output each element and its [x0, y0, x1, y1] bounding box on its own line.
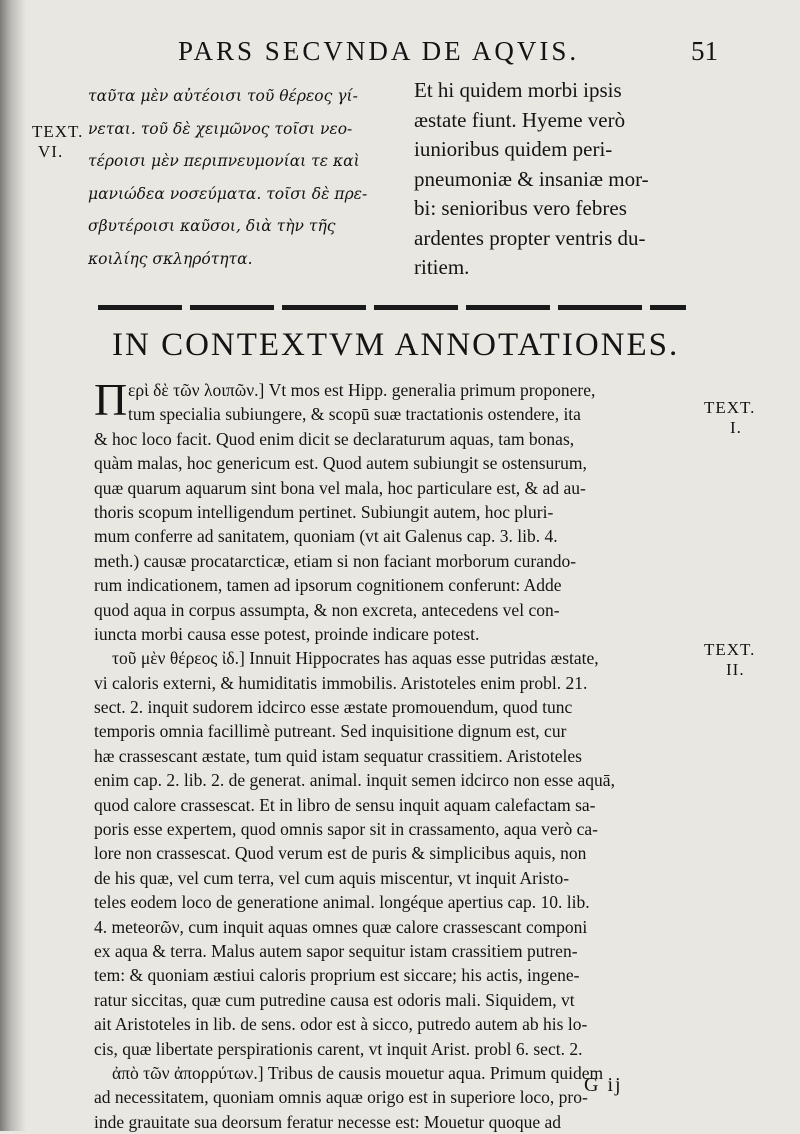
latin-line: Et hi quidem morbi ipsis: [414, 78, 622, 102]
annotation-line: quàm malas, hoc genericum est. Quod autem subiungit se ostensurum,: [94, 453, 587, 474]
margin-label-text-ii: TEXT. II.: [704, 640, 756, 679]
running-header: [178, 36, 718, 70]
annotation-line: ad necessitatem, quoniam omnis aquæ origo est in superiore loco, pro-: [94, 1087, 588, 1108]
latin-line: æstate fiunt. Hyeme verò: [414, 107, 626, 132]
margin-label-text-i: TEXT. I.: [704, 398, 756, 437]
signature-mark: G ij: [584, 1074, 623, 1096]
section-heading: IN CONTEXTVM ANNOTATIONES.: [112, 327, 680, 363]
annotation-line: temporis omnia facillimè putreant. Sed inquisitione dignum est, cur: [94, 721, 567, 742]
greek-line: νεται. τοῦ δὲ χειμῶνος τοῖσι νεο-: [88, 119, 353, 138]
annotation-line: rum indicationem, tamen ad ipsorum cognitionem conferunt: Adde: [94, 575, 562, 596]
section-divider-rule: [98, 305, 686, 310]
running-title: PARS SECVNDA DE AQVIS.: [178, 36, 580, 66]
greek-text-column: [88, 80, 400, 275]
annotation-line: hæ crassescant æstate, tum quid istam sequatur crassitiem. Aristoteles: [94, 745, 582, 766]
greek-line: ταῦτα μὲν αὐτέοισι τοῦ θέρεος γί-: [88, 87, 358, 105]
margin-label-text-vi: TEXT. VI.: [32, 122, 84, 161]
annotation-line: enim cap. 2. lib. 2. de generat. animal. inquit semen idcirco non esse aquā,: [94, 770, 615, 791]
annotation-line: tem: & quoniam æstiui caloris proprium est siccare; his actis, ingene-: [94, 965, 580, 986]
annotation-line: ἀπὸ τῶν ἀπορρύτων.] Tribus de causis mouetur aqua. Primum quidem: [112, 1062, 604, 1083]
drop-capital: Π: [94, 374, 128, 425]
greek-line: τέροισι μὲν περιπνευμονίαι τε καὶ: [88, 152, 360, 170]
annotation-line: lore non crassescat. Quod verum est de puris & simplicibus aquis, non: [94, 843, 587, 864]
annotation-body: [94, 374, 706, 1134]
annotation-line: cis, quæ libertate perspirationis carent, vt inquit Arist. probl 6. sect. 2.: [94, 1038, 583, 1059]
annotation-line: ερὶ δὲ τῶν λοιπῶν.] Vt mos est Hipp. generalia primum proponere,: [128, 380, 596, 400]
greek-line: κοιλίης σκληρότητα.: [88, 249, 253, 268]
annotation-line: thoris scopum intelligendum pertinet. Subiungit autem, hoc pluri-: [94, 501, 554, 522]
annotation-line: ratur siccitas, quæ cum putredine causa est odoris mali. Siquidem, vt: [94, 989, 575, 1010]
page-spine-shadow: [0, 0, 26, 1131]
annotation-line: mum conferre ad sanitatem, quoniam (vt ait Galenus cap. 3. lib. 4.: [94, 526, 558, 547]
annotation-line: de his quæ, vel cum terra, vel cum aquis miscentur, vt inquit Aristo-: [94, 867, 570, 888]
greek-line: μανιώδεα νοσεύματα. τοῖσι δὲ πρε-: [88, 184, 368, 203]
annotation-line: quod calore crassescat. Et in libro de sensu inquit aquam calefactam sa-: [94, 794, 596, 815]
annotation-line: 4. meteorῶν, cum inquit aquas omnes quæ calore crassescant componi: [94, 916, 588, 937]
annotation-line: vi caloris externi, & humiditatis immobilis. Aristoteles enim probl. 21.: [94, 672, 588, 693]
annotation-line: τοῦ μὲν θέρεος ἰδ.] Innuit Hippocrates has aquas esse putridas æstate,: [112, 648, 599, 669]
annotation-line: teles eodem loco de generatione animal. longéque apertius cap. 10. lib.: [94, 892, 590, 913]
annotation-line: meth.) causæ procatarcticæ, etiam si non faciant morborum curando-: [94, 550, 577, 571]
annotation-line: poris esse expertem, quod omnis sapor sit in crassamento, aqua verò ca-: [94, 819, 598, 840]
annotation-line: inde grauitate sua deorsum feratur necesse est: Mouetur quoque ad: [94, 1111, 561, 1132]
annotation-line: ait Aristoteles in lib. de sens. odor est à sicco, putredo autem ab his lo-: [94, 1014, 588, 1035]
latin-translation-column: [414, 76, 698, 283]
page-number: 51: [691, 36, 718, 66]
latin-line: pneumoniæ & insaniæ mor-: [414, 166, 649, 191]
annotation-line: sect. 2. inquit sudorem idcirco esse æstate promouendum, quod tunc: [94, 697, 573, 718]
annotation-line: tum specialia subiungere, & scopū suæ tractationis ostendere, ita: [128, 404, 581, 425]
latin-line: bi: senioribus vero febres: [414, 196, 627, 220]
greek-line: σβυτέροισι καῦσοι, διὰ τὴν τῆς: [88, 217, 336, 235]
annotation-line: quæ quarum aquarum sint bona vel mala, hoc particulare est, & ad au-: [94, 477, 586, 498]
annotation-line: iuncta morbi causa esse potest, proinde indicare potest.: [94, 623, 480, 644]
annotation-line: quod aqua in corpus assumpta, & non excreta, antecedens vel con-: [94, 599, 560, 620]
annotation-line: ex aqua & terra. Malus autem sapor sequitur istam crassitiem putren-: [94, 940, 578, 961]
latin-line: ritiem.: [414, 255, 470, 279]
latin-line: iunioribus quidem peri-: [414, 137, 613, 161]
latin-line: ardentes propter ventris du-: [414, 225, 646, 250]
annotation-line: & hoc loco facit. Quod enim dicit se declaraturum aquas, tam bonas,: [94, 428, 575, 449]
